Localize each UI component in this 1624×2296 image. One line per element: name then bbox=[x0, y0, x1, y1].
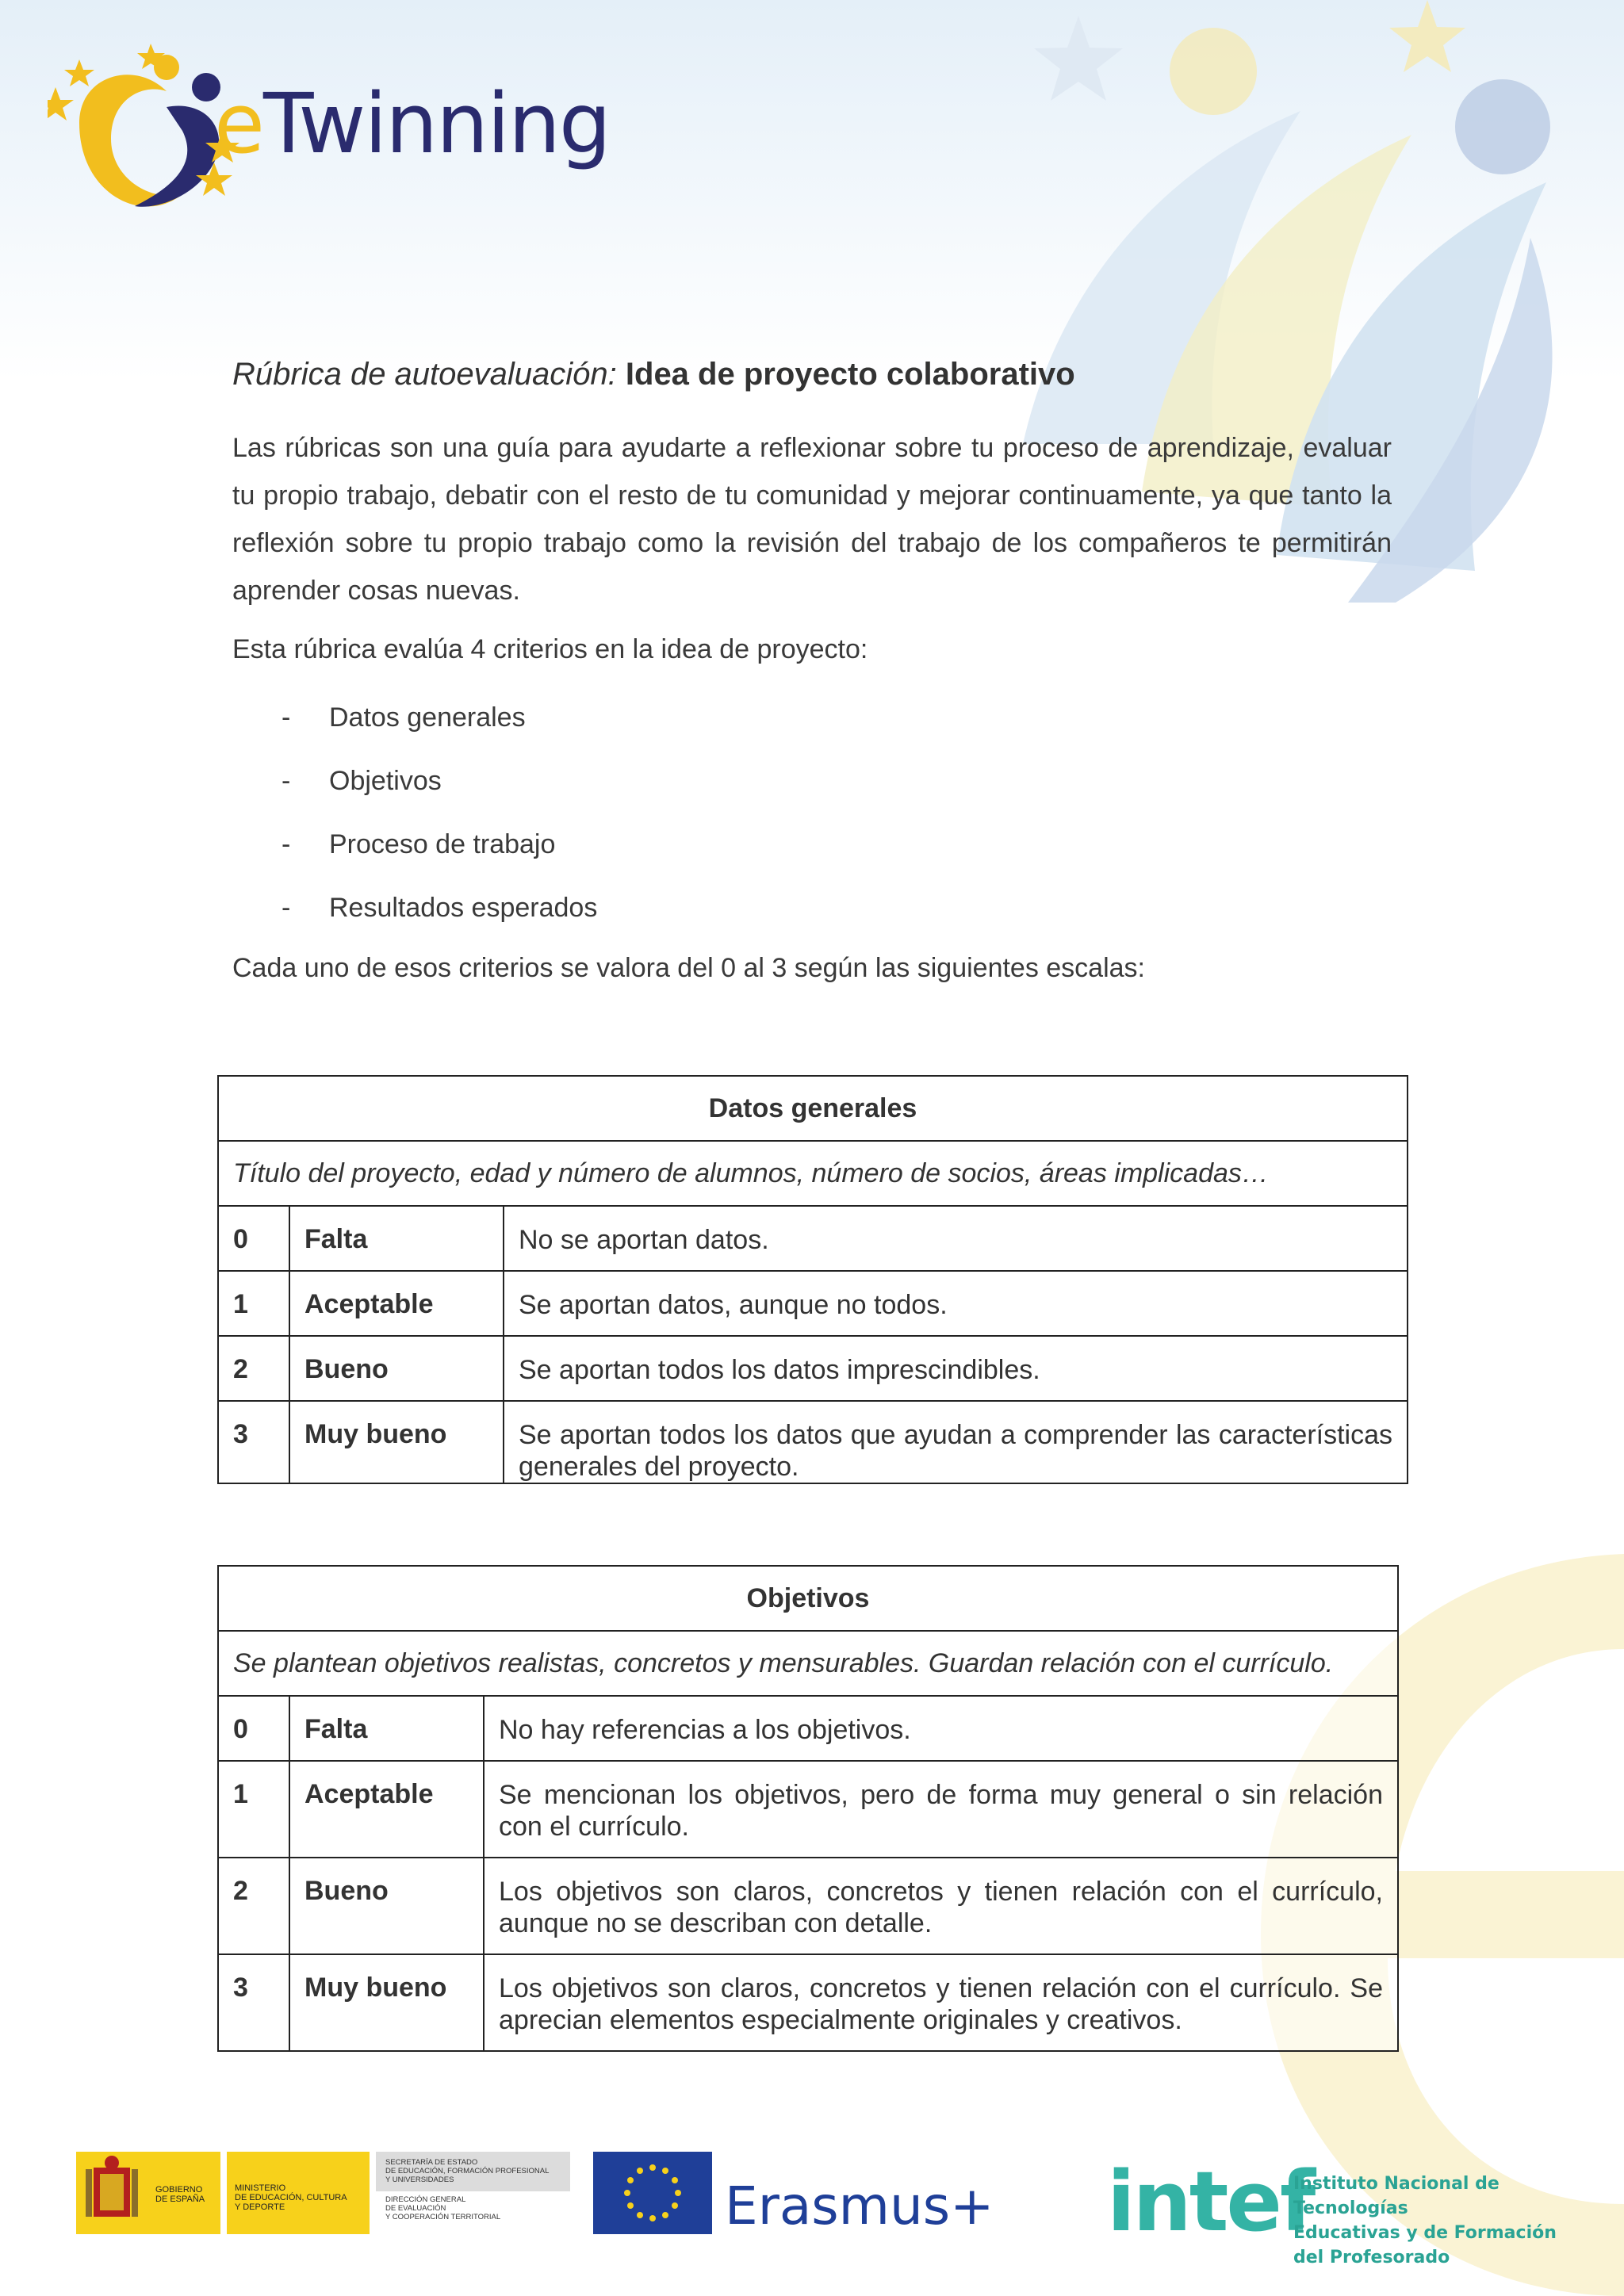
rubric-table-objetivos bbox=[217, 1565, 1399, 2052]
rubric-table-datos-generales bbox=[217, 1075, 1408, 1484]
title-bold: Idea de proyecto colaborativo bbox=[625, 357, 1075, 392]
intef-subtitle: Instituto Nacional de Tecnologías Educativas y de Formación del Profesorado bbox=[1293, 2174, 1557, 2267]
table-heading: Datos generales bbox=[218, 1076, 1408, 1141]
intef-logo: intef bbox=[1107, 2153, 1314, 2250]
table-row: 3 Muy bueno Los objetivos son claros, concretos y tienen relación con el currículo. Se aprecian elementos especialmente originales y creativos. bbox=[218, 1954, 1398, 2051]
table-subtitle: Se plantean objetivos realistas, concretos y mensurables. Guardan relación con el currículo. bbox=[218, 1631, 1398, 1696]
scale-intro: Cada uno de esos criterios se valora del 0 al 3 según las siguientes escalas: bbox=[232, 953, 1146, 983]
list-item: - Resultados esperados bbox=[282, 893, 598, 923]
title-italic: Rúbrica de autoevaluación: bbox=[232, 357, 617, 392]
erasmus-logo: Erasmus+ bbox=[725, 2175, 994, 2237]
table-row: 2 Bueno Los objetivos son claros, concretos y tienen relación con el currículo, aunque no se describan con detalle. bbox=[218, 1858, 1398, 1954]
table-heading: Objetivos bbox=[218, 1566, 1398, 1631]
criteria-list bbox=[282, 698, 597, 951]
footer-logos bbox=[76, 2152, 1559, 2267]
list-item: - Proceso de trabajo bbox=[282, 829, 556, 859]
page-title bbox=[232, 357, 1075, 392]
etwinning-wordmark: eTwinning bbox=[214, 75, 610, 172]
eu-flag-icon bbox=[593, 2152, 712, 2234]
criteria-intro: Esta rúbrica evalúa 4 criterios en la idea de proyecto: bbox=[232, 634, 868, 664]
gobierno-text: GOBIERNO DE ESPAÑA bbox=[155, 2185, 205, 2204]
table-row: 1 Aceptable Se aportan datos, aunque no todos. bbox=[218, 1271, 1408, 1336]
secretaria-text: SECRETARÍA DE ESTADO DE EDUCACIÓN, FORMACIÓN PROFESIONAL Y UNIVERSIDADES DIRECCIÓN GENERAL DE EVALUACIÓN Y COOPERACIÓN TERRITORIAL bbox=[385, 2158, 550, 2221]
table-row: 0 Falta No se aportan datos. bbox=[218, 1206, 1408, 1271]
ministerio-text: MINISTERIO DE EDUCACIÓN, CULTURA Y DEPORTE bbox=[235, 2183, 347, 2212]
coat-of-arms-icon bbox=[76, 2152, 147, 2234]
list-item: - Datos generales bbox=[282, 702, 526, 733]
table-subtitle: Título del proyecto, edad y número de alumnos, número de socios, áreas implicadas… bbox=[218, 1141, 1408, 1206]
table-row: 3 Muy bueno Se aportan todos los datos que ayudan a comprender las características generales del proyecto. bbox=[218, 1401, 1408, 1483]
table-row: 2 Bueno Se aportan todos los datos imprescindibles. bbox=[218, 1336, 1408, 1401]
intro-paragraph: Las rúbricas son una guía para ayudarte a reflexionar sobre tu proceso de aprendizaje, evaluar tu propio trabajo, debatir con el resto de tu comunidad y mejorar continuamente, ya que tanto la reflexión sobre tu propio trabajo como la revisión del trabajo de los compañeros te permitirán aprender cosas nuevas. bbox=[232, 433, 1392, 606]
list-item: - Objetivos bbox=[282, 766, 442, 796]
table-row: 1 Aceptable Se mencionan los objetivos, pero de forma muy general o sin relación con el currículo. bbox=[218, 1761, 1398, 1858]
table-row: 0 Falta No hay referencias a los objetivos. bbox=[218, 1696, 1398, 1761]
